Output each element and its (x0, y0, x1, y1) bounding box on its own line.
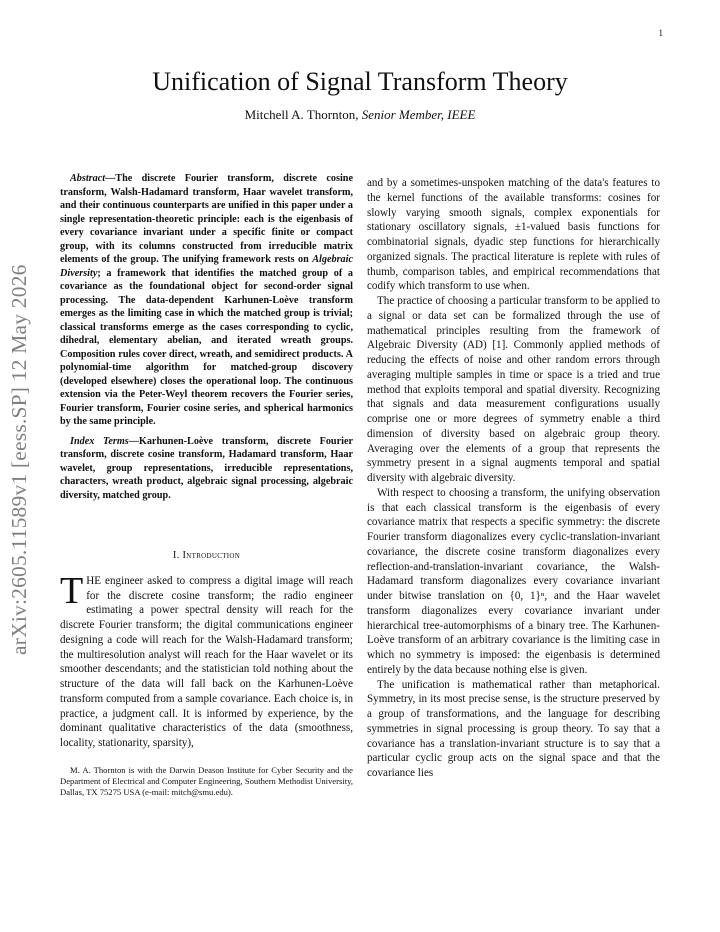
index-terms-label: Index Terms (70, 435, 129, 447)
body-paragraph: and by a sometimes-unspoken matching of the data's features to the kernel functions of the available transforms: cosines for slowly varying smooth signals, complex exponentials for stationary oscillatory signals, ±1-valued basis functions for combinatorial signals, dyadic step functions for hierarchically organized signals. The practical literature is replete with rules of thumb, comparison tables, and empirical recommendations that codify which transform to use when. (367, 177, 660, 293)
author-footnote: M. A. Thornton is with the Darwin Deason Institute for Cyber Security and the Department of Electrical and Computer Engineering, Southern Methodist University, Dallas, TX 75275 USA (e-mail: mitch@smu.edu). (60, 764, 353, 797)
section-heading: I. Introduction (172, 550, 241, 561)
drop-cap: T (60, 569, 84, 612)
intro-paragraph (60, 569, 353, 751)
author-line (0, 107, 720, 123)
body-paragraph: The practice of choosing a particular transform to be applied to a signal or data set can be formalized through the use of mathematical principles resulting from the framework of Algebraic Diversity (AD) [1]. Commonly applied methods of reducing the effects of noise and other random errors through averaging multiple samples in time or space is a tried and true method that exploits temporal and spatial diversity. Recognizing that signals and data measurement configurations usually comprise one or more degrees of symmetry enable a third dimension of diversity based on algebraic group theory. Averaging over the elements of a group that represents the symmetry present in a signal augments temporal and spatial diversity with algebraic diversity. (367, 295, 660, 484)
abstract-text: —The discrete Fourier transform, discrete cosine transform, Walsh-Hadamard transform, Haar wavelet transform, and their continuous counterparts are unified in this paper under a single representation-theoretic principle: each is the eigenbasis of every covariance invariant under a specific finite or compact group, with its columns constructed from irreducible matrix elements of the group. The unifying framework rests on (60, 173, 353, 265)
arxiv-identifier-stamp: arXiv:2605.11589v1 [eess.SP] 12 May 2026 (7, 264, 31, 655)
page-number: 1 (658, 28, 663, 38)
left-column (60, 172, 353, 798)
body-paragraph: With respect to choosing a transform, the unifying observation is that each classical transform is the eigenbasis of every covariance matrix that respects a specific symmetry: the discrete Fourier transform diagonalizes every cyclic-translation-invariant covariance, the discrete cosine transform diagonalizes every reflection-and-translation-invariant covariance, the Walsh-Hadamard transform diagonalizes every covariance invariant under bitwise translation on {0, 1}ⁿ, and the Haar wavelet transform diagonalizes every covariance invariant under hierarchical tree-automorphisms of a binary tree. The Karhunen-Loève transform of an arbitrary covariance is the limiting case in which no symmetry is imposed: the eigenbasis is determined entirely by the data because nothing else is given. (367, 486, 660, 676)
abstract-label: Abstract (70, 173, 106, 184)
right-column (367, 176, 660, 781)
abstract-italic-term: Algebraic Diversity (60, 254, 353, 279)
index-terms-text: —Karhunen-Loève transform, discrete Fourier transform, discrete cosine transform, Hadamard transform, Haar wavelet, group representations, irreducible representations, characters, wreath product, algebraic signal processing, algebraic diversity, matched group. (60, 435, 353, 501)
body-paragraph: The unification is mathematical rather than metaphorical. Symmetry, in its most precise sense, is the structure preserved by a group of transformations, and the language for describing symmetries in signal processing is group theory. To say that a covariance has a translation-invariant structure is to say that a particular cyclic group acts on the signal space and that the covariance lies (367, 678, 660, 779)
paper-title: Unification of Signal Transform Theory (152, 67, 568, 96)
abstract (60, 172, 353, 429)
intro-paragraph-text: HE engineer asked to compress a digital image will reach for the discrete cosine transform; the radio engineer estimating a power spectral density will reach for the discrete Fourier transform; the digital communications engineer designing a code will reach for the Walsh-Hadamard transform; the multiresolution analyst will reach for the Haar wavelet or its smoother descendants; and the statistician told nothing about the structure of the data will fall back on the Karhunen-Loève transform computed from a sample covariance. Each choice is, in practice, a judgment call. It is informed by experience, by the dominant qualitative characteristics of the data (smoothness, locality, stationarity, sparsity), (60, 574, 353, 749)
abstract-text-continued: ; a framework that identifies the matched group of a covariance as the foundational object for second-order signal processing. The data-dependent Karhunen-Loève transform emerges as the limiting case in which the matched group is trivial; classical transforms emerge as the cases corresponding to cyclic, dihedral, elementary abelian, and iterated wreath groups. Composition rules cover direct, wreath, and semidirect products. A polynomial-time algorithm for matched-group discovery (developed elsewhere) closes the operational loop. The continuous extension via the Peter-Weyl theorem recovers the Fourier series, Fourier transform, Fourier cosine series, and spherical harmonics by the same principle. (60, 267, 353, 427)
author-role: Senior Member, IEEE (361, 107, 476, 122)
author-name: Mitchell A. Thornton, (244, 107, 359, 122)
index-terms (60, 435, 353, 503)
